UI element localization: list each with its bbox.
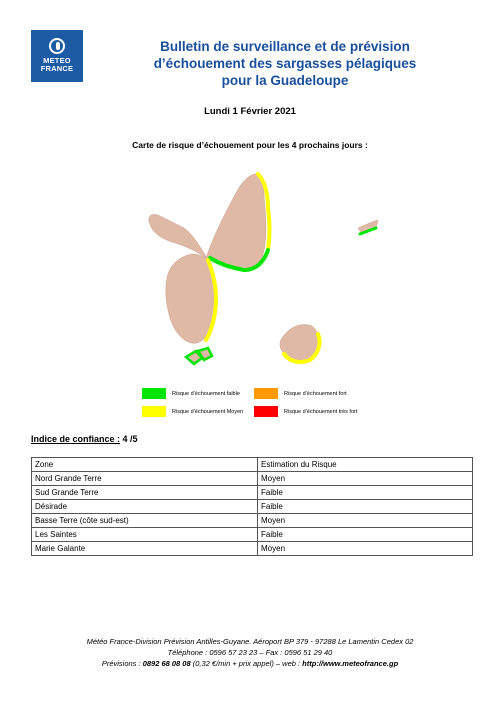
table-cell-zone: Sud Grande Terre [32,486,258,500]
footer-forecast-mid: (0,32 €/min + prix appel) – web : [190,659,303,668]
table-cell-risk: Faible [258,500,473,514]
legend-label-very-high: Risque d’échouement très fort [284,408,358,415]
table-header-row [32,458,473,472]
confidence-value: 4 /5 [122,434,138,444]
table-row [32,500,473,514]
confidence-label: Indice de confiance : [31,434,121,444]
table-header-zone: Zone [32,458,258,472]
bulletin-date: Lundi 1 Février 2021 [204,106,296,117]
legend-swatch-high [254,388,278,399]
footer-website-link[interactable]: http://www.meteofrance.gp [302,659,399,668]
logo-mark-icon [49,38,65,54]
table-cell-zone: Les Saintes [32,528,258,542]
risk-table [31,457,473,556]
table-row [32,472,473,486]
table-cell-risk: Faible [258,528,473,542]
legend-swatch-very-high [254,406,278,417]
bulletin-title [120,38,450,89]
footer-forecast-prefix: Prévisions : [101,659,143,668]
footer-forecast [0,658,500,669]
confidence-index [31,434,138,444]
grande-terre-island [206,174,266,269]
legend-item-very-high [254,406,357,417]
table-cell-risk: Faible [258,486,473,500]
legend-swatch-low [142,388,166,399]
table-row [32,514,473,528]
table-cell-zone: Basse Terre (côte sud-est) [32,514,258,528]
table-cell-risk: Moyen [258,542,473,556]
title-line3: pour la Guadeloupe [221,73,349,88]
legend-label-medium: Risque d’échouement Moyen [172,408,244,415]
guadeloupe-risk-map [140,158,390,383]
footer-forecast-phone: 0892 68 08 08 [142,659,191,668]
legend-item-high [254,388,347,399]
table-cell-zone: Marie Galante [32,542,258,556]
basse-terre-island [149,214,215,343]
table-row [32,542,473,556]
title-line2: d’échouement des sargasses pélagiques [153,56,417,71]
footer-phone: Téléphone : 0596 57 23 23 – Fax : 0596 51 29 40 [167,648,333,657]
legend-label-high: Risque d’échouement fort [284,390,347,397]
page-footer [0,636,500,669]
legend-item-medium [142,406,243,417]
legend-swatch-medium [142,406,166,417]
legend-label-low: Risque d’échouement faible [172,390,240,397]
table-header-risk: Estimation du Risque [258,458,473,472]
map-legend [142,388,392,422]
table-cell-zone: Désirade [32,500,258,514]
table-cell-risk: Moyen [258,514,473,528]
table-row [32,528,473,542]
title-line1: Bulletin de surveillance et de prévision [160,39,410,54]
legend-item-low [142,388,240,399]
logo-line1: METEO [43,56,71,65]
table-cell-risk: Moyen [258,472,473,486]
table-row [32,486,473,500]
map-title: Carte de risque d’échouement pour les 4 prochains jours : [132,140,368,150]
logo-line2: FRANCE [40,64,74,73]
meteo-france-logo [31,30,83,82]
table-cell-zone: Nord Grande Terre [32,472,258,486]
footer-address: Météo France-Division Prévision Antilles-Guyane. Aéroport BP 379 - 97288 Le Lamentin Cedex 02 [86,637,414,646]
